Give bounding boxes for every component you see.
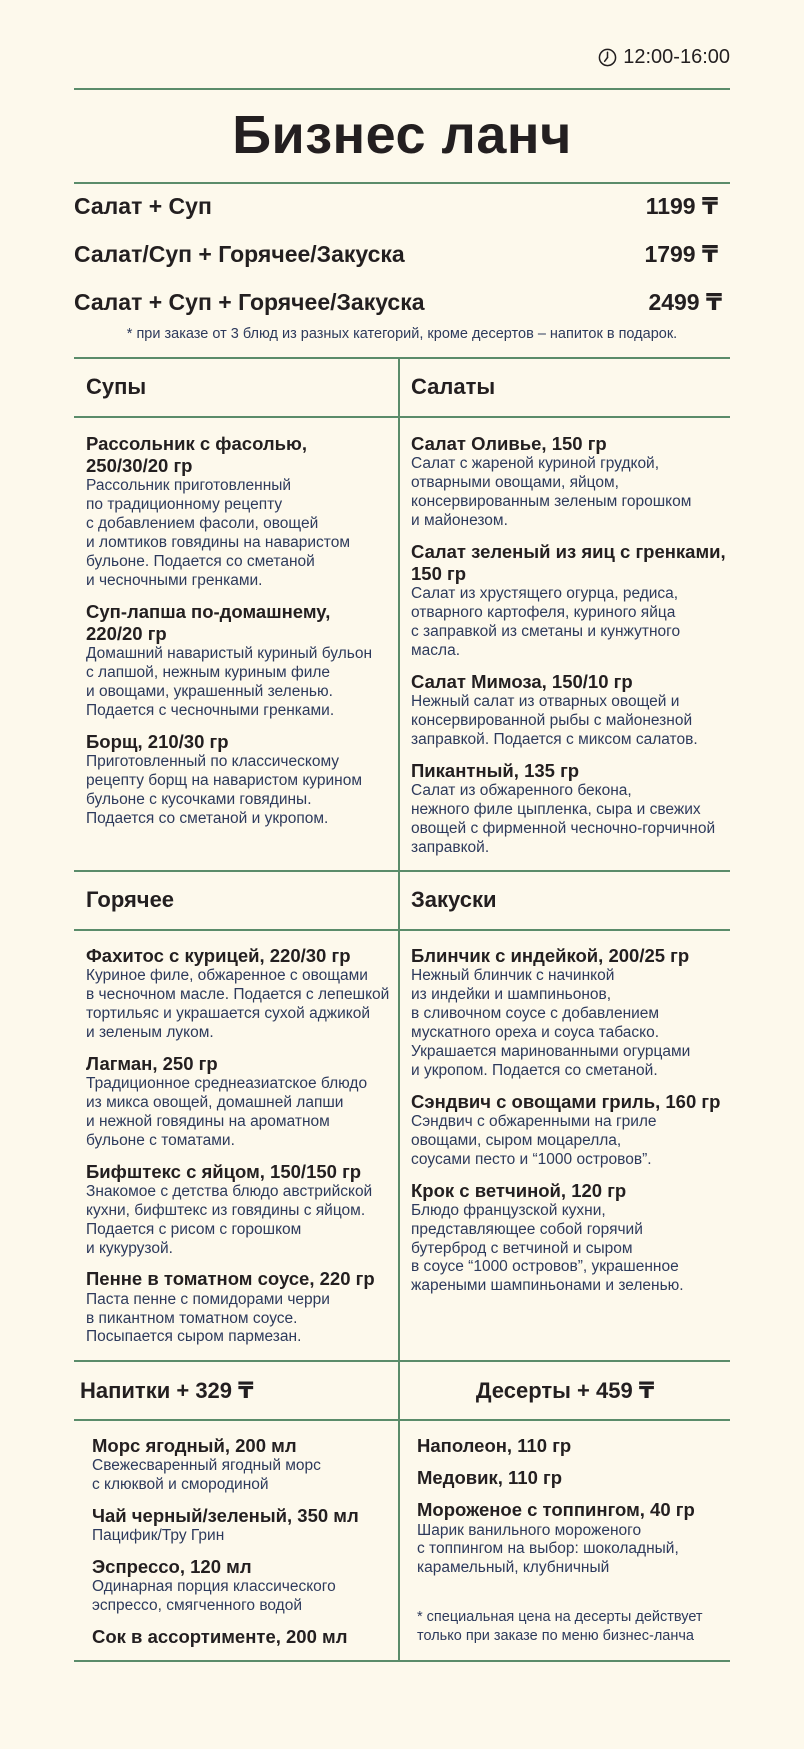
divider [74,357,730,359]
section-title-salads: Салаты [411,374,496,399]
divider [74,870,730,872]
menu-item-name: Салат зеленый из яиц с гренками, 150 гр [411,540,726,584]
menu-item [411,433,731,531]
menu-item [411,1180,727,1297]
menu-item [411,541,731,661]
menu-item-description: Пацифик/Тру Грин [92,1527,225,1545]
combo-row [74,241,730,268]
menu-item [92,1556,392,1616]
menu-item [92,1505,392,1546]
combo-row [74,289,730,316]
divider [74,182,730,184]
menu-item-description: Салат из обжаренного бекона, нежного филе цыпленка, сыра и свежих овощей с фирменной чесночно-горчичной заправкой. [411,781,716,856]
menu-item-name: Медовик, 110 гр [417,1467,563,1489]
menu-item-description: Блюдо французской кухни, представляющее собой горячий бутерброд с ветчиной и сыром в соусе “1000 островов”, украшенное жареными шампиньонами и зеленью. [411,1201,684,1295]
menu-item-name: Чай черный/зеленый, 350 мл [92,1505,359,1526]
combo-note: * при заказе от 3 блюд из разных категорий, кроме десертов – напиток в подарок. [126,326,678,342]
menu-item [411,671,731,750]
clock-icon [598,48,617,67]
menu-item-name: Сэндвич с овощами гриль, 160 гр [411,1090,721,1112]
menu-item-name: Пенне в томатном соусе, 220 гр [86,1268,375,1290]
section-title-hot: Горячее [86,887,175,912]
menu-item-name: Эспрессо, 120 мл [92,1556,252,1578]
section-title-drinks: Напитки + 329 ₸ [80,1378,254,1403]
menu-item [86,433,396,591]
menu-item-description: Приготовленный по классическому рецепту борщ на наваристом курином бульоне с кусочками говядины. Подается со сметаной и укропом. [86,753,362,827]
section-title-snacks: Закуски [411,887,497,912]
menu-item-name: Лагман, 250 гр [86,1052,218,1074]
hours-text: 12:00-16:00 [623,46,730,68]
menu-item-description: Нежный салат из отварных овощей и консервированной рыбы с майонезной заправкой. Подается с миксом салатов. [411,693,698,748]
section-title-soups: Супы [86,374,147,399]
menu-item [411,945,727,1081]
menu-item-name: Наполеон, 110 гр [417,1435,572,1456]
menu-column-salads [411,433,731,868]
menu-item [417,1467,727,1489]
divider [74,88,730,90]
menu-item [86,1053,396,1151]
section-title-desserts: Десерты + 459 ₸ [475,1378,655,1403]
menu-item [86,1161,396,1259]
menu-item-name: Морс ягодный, 200 мл [92,1435,297,1456]
menu-column-snacks [411,945,727,1306]
menu-item [411,760,731,858]
divider [74,929,730,931]
column-divider [398,357,400,1662]
combo-name: Салат/Суп + Горячее/Закуска [74,241,405,267]
combo-price: 1199 ₸ [645,193,718,219]
menu-item-description: Паста пенне с помидорами черри в пикантном томатном соусе. Посыпается сыром пармезан. [86,1290,330,1346]
page-title: Бизнес ланч [232,105,572,165]
menu-item [417,1499,727,1578]
combo-price: 2499 ₸ [648,289,722,315]
combo-row [74,193,730,220]
menu-item-name: Суп-лапша по-домашнему, 220/20 гр [86,600,331,644]
menu-item [92,1435,392,1495]
menu-item-name: Фахитос с курицей, 220/30 гр [86,945,351,966]
menu-item-name: Рассольник с фасолью, 250/30/20 гр [86,433,307,477]
divider [74,1360,730,1362]
divider [74,1419,730,1421]
menu-item-description: Нежный блинчик с начинкой из индейки и шампиньонов, в сливочном соусе с добавлением мускатного ореха и соуса табаско. Украшается маринованными огурцами и укропом. Подается со сметаной. [411,967,691,1079]
combo-name: Салат + Суп [74,193,212,219]
menu-item-name: Блинчик с индейкой, 200/25 гр [411,945,690,966]
divider [74,416,730,418]
menu-column-soups [86,433,396,839]
menu-item-name: Бифштекс с яйцом, 150/150 гр [86,1160,362,1182]
menu-column-drinks [92,1435,392,1658]
hours [598,46,730,69]
menu-item [86,945,396,1043]
menu-item [411,1091,727,1170]
menu-item-description: Свежесваренный ягодный морс с клюквой и смородиной [92,1457,321,1494]
menu-item-name: Сок в ассортименте, 200 мл [92,1626,348,1648]
menu-item [86,1268,396,1347]
menu-item [417,1435,727,1457]
menu-item-description: Куриное филе, обжаренное с овощами в чесночном масле. Подается с лепешкой тортильяс и украшается сухой аджикой и зеленым луком. [86,967,390,1041]
menu-item-description: Одинарная порция классического эспрессо, смягченного водой [92,1578,336,1615]
menu-item-description: Салат с жареной куриной грудкой, отварными овощами, яйцом, консервированным зеленым горошком и майонезом. [411,455,692,529]
menu-item-name: Салат Мимоза, 150/10 гр [411,670,633,692]
menu-item-description: Знакомое с детства блюдо австрийской кухни, бифштекс из говядины с яйцом. Подается с рисом с горошком и кукурузой. [86,1182,373,1257]
menu-item-name: Борщ, 210/30 гр [86,730,229,752]
menu-item-description: Традиционное среднеазиатское блюдо из микса овощей, домашней лапши и нежной говядины на ароматном бульоне с томатами. [86,1075,368,1149]
combo-price: 1799 ₸ [644,241,718,267]
menu-column-desserts [417,1435,727,1588]
menu-item-description: Шарик ванильного мороженого с топпингом на выбор: шоколадный, карамельный, клубничный [417,1521,679,1577]
menu-item-description: Домашний наваристый куриный бульон с лапшой, нежным куриным филе и овощами, украшенный зеленью. Подается с чесночными гренками. [86,645,373,719]
menu-item-description: Рассольник приготовленный по традиционному рецепту с добавлением фасоли, овощей и ломтиков говядины на наваристом бульоне. Подается со сметаной и чесночными гренками. [86,477,351,589]
menu-item-name: Крок с ветчиной, 120 гр [411,1179,627,1201]
menu-item [92,1626,392,1648]
menu-item-description: Сэндвич с обжаренными на гриле овощами, сыром моцарелла, соусами песто и “1000 островов”. [411,1112,657,1168]
menu-item [86,731,396,829]
menu-item-name: Салат Оливье, 150 гр [411,433,607,454]
menu-item [86,601,396,721]
menu-item-name: Пикантный, 135 гр [411,759,580,781]
divider [74,1660,730,1662]
menu-column-hot [86,945,396,1357]
menu-item-description: Салат из хрустящего огурца, редиса, отварного картофеля, куриного яйца с заправкой из сметаны и кунжутного масла. [411,585,681,659]
combo-name: Салат + Суп + Горячее/Закуска [74,289,425,315]
menu-item-name: Мороженое с топпингом, 40 гр [417,1499,695,1521]
desserts-note: * специальная цена на десерты действует только при заказе по меню бизнес-ланча [417,1609,703,1644]
